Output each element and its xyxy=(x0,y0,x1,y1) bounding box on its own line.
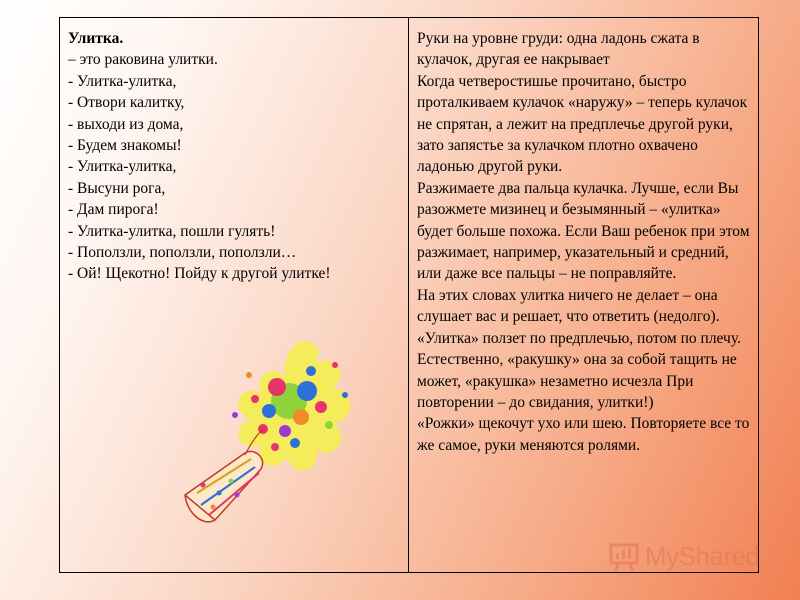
rhyme-line: - выходи из дома, xyxy=(68,115,184,133)
instructions-cell xyxy=(409,18,760,572)
rhyme-line: - Ой! Щекотно! Пойду к другой улитке! xyxy=(68,265,331,283)
instruction-paragraph: На этих словах улитка ничего не делает – она слушает вас и решает, что ответить (недолго). xyxy=(417,286,720,326)
rhyme-line: - Поползли, поползли, поползли… xyxy=(68,244,297,262)
rhyme-line: - Улитка-улитка, xyxy=(68,72,177,90)
watermark-text: MyShared xyxy=(645,540,760,571)
instruction-paragraph: «Улитка» ползет по предплечью, потом по плечу. Естественно, «ракушку» она за собой тащить не может, «ракушка» незаметно исчезла При повторении – до свидания, улитки!) xyxy=(417,329,741,411)
rhyme-line: - Высуни рога, xyxy=(68,179,166,197)
content-table xyxy=(59,17,759,573)
party-popper-illustration xyxy=(175,335,365,530)
rhyme-line: - Улитка-улитка, пошли гулять! xyxy=(68,222,276,240)
instruction-paragraph: Руки на уровне груди: одна ладонь сжата в кулачок, другая ее накрывает xyxy=(417,30,700,69)
rhyme-line: - Дам пирога! xyxy=(68,201,159,219)
instruction-paragraph: Разжимаете два пальца кулачка. Лучше, если Вы разожмете мизинец и безымянный – «улитка» будет больше похожа. Если Ваш ребенок при этом разжимает, например, указательный и средний, или даже все пальцы – не поправляйте. xyxy=(417,179,750,283)
presentation-board-icon xyxy=(607,539,641,573)
rhyme-line: - Улитка-улитка, xyxy=(68,158,177,176)
rhyme-line: - Будем знакомы! xyxy=(68,137,182,155)
instruction-paragraph: Когда четверостишье прочитано, быстро проталкиваем кулачок «наружу» – теперь кулачок не спрятан, а лежит на предплечье другой руки, зато запястье за кулачком плотно охвачено ладонью другой руки. xyxy=(417,72,748,176)
rhyme-line: – это раковина улитки. xyxy=(68,51,218,69)
watermark-logo xyxy=(607,538,767,574)
rhyme-line: - Отвори калитку, xyxy=(68,94,185,112)
rhyme-title: Улитка. xyxy=(68,30,124,47)
instruction-paragraph: «Рожки» щекочут ухо или шею. Повторяете все то же самое, руки меняются ролями. xyxy=(417,415,750,454)
